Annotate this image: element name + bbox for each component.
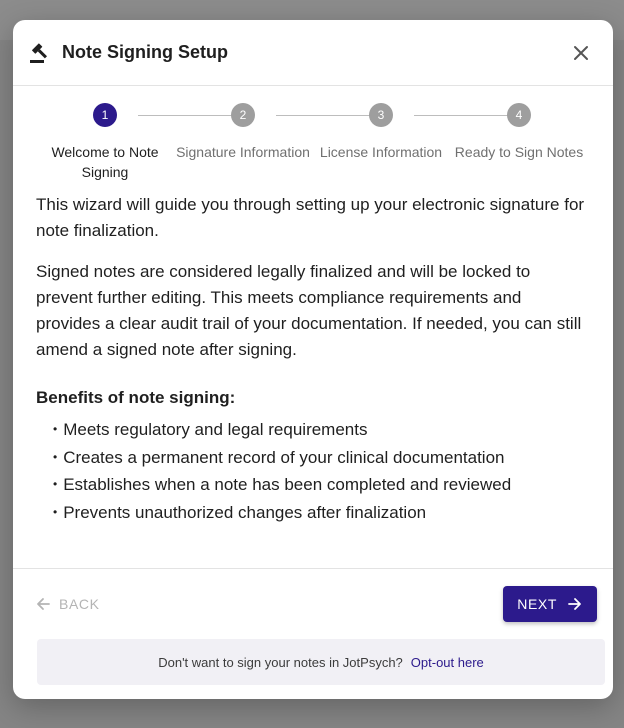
- step-label: Welcome to Note Signing: [51, 144, 159, 180]
- arrow-left-icon: [35, 596, 51, 612]
- back-button[interactable]: [35, 596, 100, 612]
- close-icon: [573, 45, 589, 61]
- dialog-footer: [13, 568, 613, 685]
- benefit-item: • Establishes when a note has been completed and reviewed: [53, 472, 590, 500]
- stepper: [13, 86, 613, 192]
- gavel-icon: [29, 41, 53, 65]
- wizard-content: [13, 192, 613, 527]
- step-welcome: [30, 103, 180, 182]
- step-label: License Information: [319, 144, 443, 160]
- benefits-list: [36, 417, 590, 527]
- footer-actions: [13, 569, 613, 639]
- next-button[interactable]: [503, 586, 597, 622]
- step-number: 2: [231, 103, 255, 127]
- step-number: 4: [507, 103, 531, 127]
- step-label: Signature Information: [176, 144, 310, 160]
- step-number: 3: [369, 103, 393, 127]
- next-label: NEXT: [517, 596, 557, 612]
- step-ready-to-sign: [444, 103, 594, 162]
- close-button[interactable]: [567, 39, 595, 67]
- benefits-heading: Benefits of note signing:: [36, 388, 236, 407]
- step-label: Ready to Sign Notes: [454, 144, 584, 160]
- dialog-title: Note Signing Setup: [62, 42, 228, 62]
- arrow-right-icon: [567, 596, 583, 612]
- optout-link[interactable]: Opt-out here: [410, 654, 484, 670]
- dialog-header: [13, 20, 613, 86]
- step-license-information: [306, 103, 456, 162]
- intro-text: This wizard will guide you through setting up your electronic signature for note finalization.: [36, 195, 585, 240]
- optout-text: Don't want to sign your notes in JotPsych?: [158, 654, 403, 670]
- back-label: BACK: [59, 596, 100, 612]
- benefit-item: • Creates a permanent record of your clinical documentation: [53, 445, 590, 473]
- benefit-item: • Prevents unauthorized changes after finalization: [53, 500, 590, 528]
- note-signing-dialog: [13, 20, 613, 699]
- step-signature-information: [168, 103, 318, 162]
- optout-banner: [37, 639, 605, 685]
- benefit-item: • Meets regulatory and legal requirements: [53, 417, 590, 445]
- details-text: Signed notes are considered legally finalized and will be locked to prevent further editing. This meets compliance requirements and provides a clear audit trail of your documentation. If needed, you can still amend a signed note after signing.: [36, 262, 582, 359]
- step-number: 1: [93, 103, 117, 127]
